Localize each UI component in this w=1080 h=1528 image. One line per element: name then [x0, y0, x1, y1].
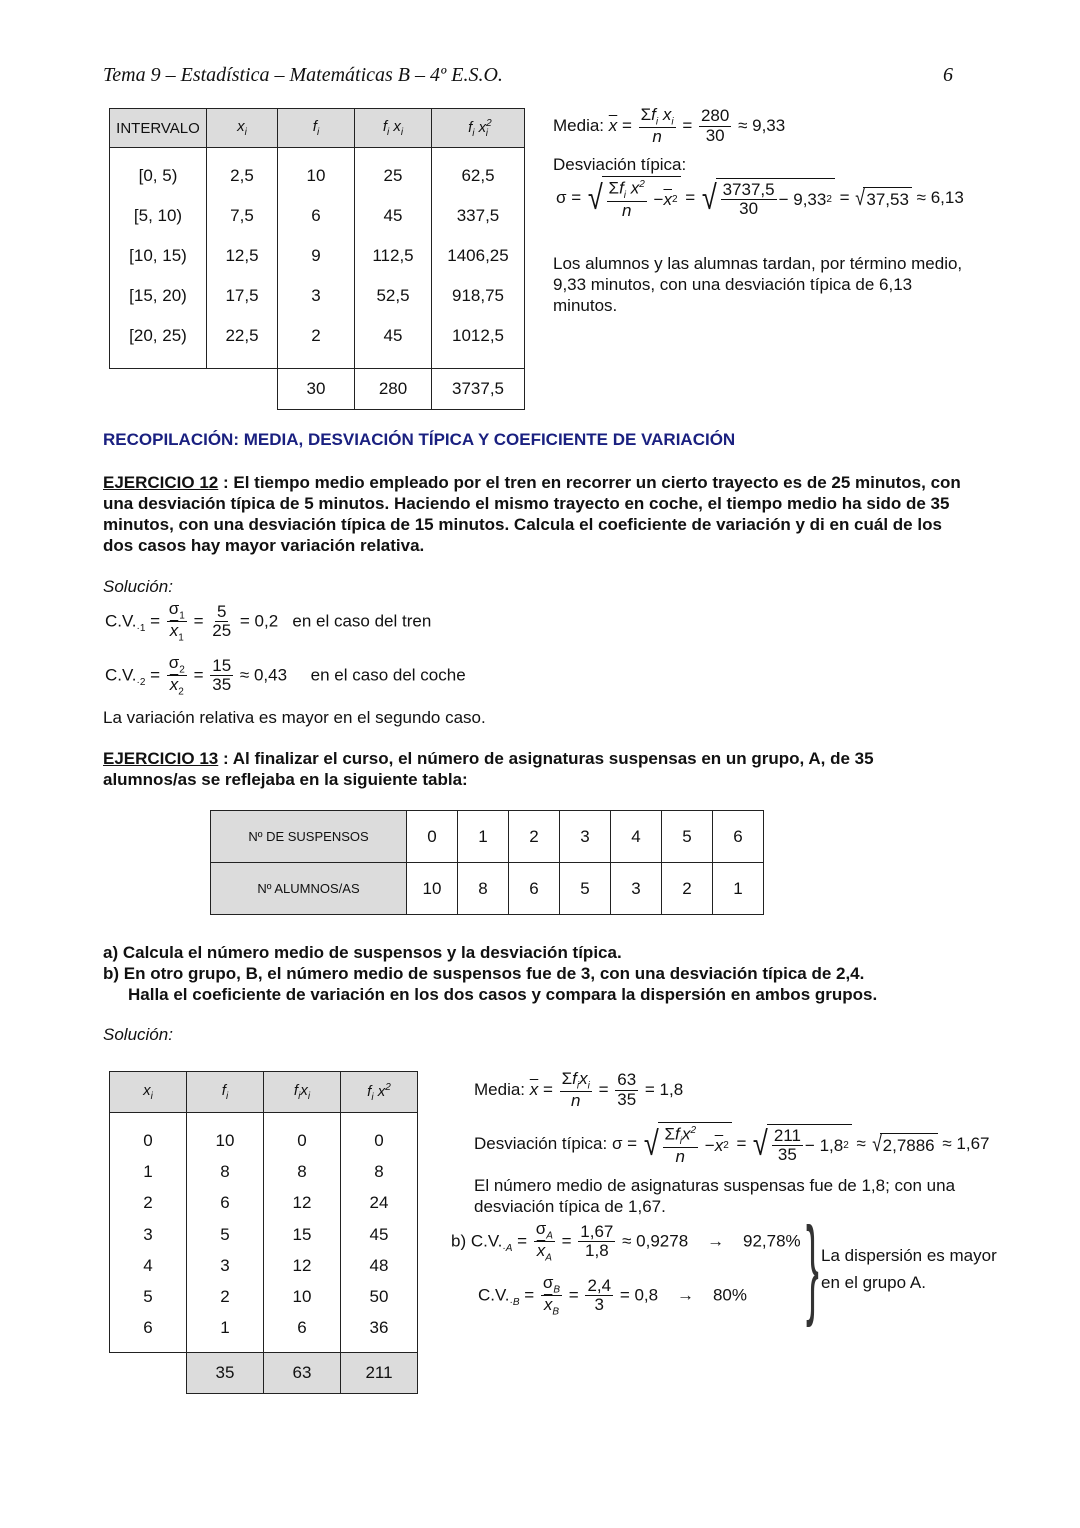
cell: 6 — [110, 1313, 187, 1353]
cell: 17,5 — [207, 276, 278, 316]
cell: 5 — [110, 1281, 187, 1312]
cell: 22,5 — [207, 316, 278, 369]
cell: 3 — [187, 1250, 264, 1281]
exercise-12-label: EJERCICIO 12 — [103, 473, 219, 492]
cell: 2 — [278, 316, 355, 369]
media-formula-13: Media: $\overline{x}$ = $\frac{\Sigma f_ix_i}{n}$ = $\frac{63}{35}$ = 1,8 — [474, 1069, 684, 1111]
cell: 2 — [110, 1188, 187, 1219]
page-header — [103, 64, 953, 87]
exercise-13-label: EJERCICIO 13 — [103, 749, 219, 768]
cell: 2 — [509, 811, 560, 863]
table-row — [110, 1281, 418, 1312]
table-row — [110, 1313, 418, 1353]
cell: 5 — [560, 863, 611, 915]
col-fixi: $f_i$ $x_i$ — [355, 109, 432, 148]
cell: 6 — [264, 1313, 341, 1353]
cell: 1 — [713, 863, 764, 915]
row-label: Nº DE SUSPENSOS — [211, 811, 407, 863]
frequency-table-suspensos — [109, 1071, 418, 1394]
cell: 12,5 — [207, 236, 278, 276]
cell: 1406,25 — [432, 236, 525, 276]
section-heading: RECOPILACIÓN: MEDIA, DESVIACIÓN TÍPICA Y COEFICIENTE DE VARIACIÓN — [103, 430, 736, 449]
cell: 3 — [110, 1219, 187, 1250]
cell: [5, 10) — [110, 196, 207, 236]
col-fixi2: $f_i$ $x^2$ — [341, 1072, 418, 1113]
cell: 4 — [110, 1250, 187, 1281]
exercise-12-solution-label: Solución: — [103, 577, 173, 596]
cell: 1 — [458, 811, 509, 863]
cell: 0 — [341, 1113, 418, 1157]
col-xi: $x_i$ — [207, 109, 278, 148]
cell: 45 — [355, 196, 432, 236]
suspensos-table — [210, 810, 764, 915]
table-row — [110, 276, 525, 316]
table-row — [110, 148, 525, 197]
table-row — [110, 1188, 418, 1219]
desviacion-label: Desviación típica: — [553, 155, 687, 174]
cell: 8 — [341, 1156, 418, 1187]
frequency-table-intervals — [109, 108, 525, 410]
cell: 3 — [278, 276, 355, 316]
cell: 5 — [187, 1219, 264, 1250]
table-row — [110, 196, 525, 236]
total-cell: 280 — [355, 369, 432, 410]
cell: [20, 25) — [110, 316, 207, 369]
cell: 0 — [264, 1113, 341, 1157]
cell: 337,5 — [432, 196, 525, 236]
table-row — [110, 316, 525, 369]
exercise-13-statement: EJERCICIO 13 : Al finalizar el curso, el número de asignaturas suspensas en un grupo, A, de 35 alumnos/as se reflejaba en la siguiente tabla: — [103, 749, 874, 789]
cell: 2,5 — [207, 148, 278, 197]
cell: 10 — [278, 148, 355, 197]
exercise-12-statement: EJERCICIO 12 : El tiempo medio empleado por el tren en recorrer un cierto trayecto es de 25 minutos, con una desviación típica de 5 minutos. Haciendo el mismo trayecto en coche, el tiempo medio ha sido de 35 minutos, con una desviación típica de 15 minutos. Calcula el coeficiente de variación y di en cuál de los dos casos hay mayor variación relativa. — [103, 473, 961, 555]
table-row-suspensos — [211, 811, 764, 863]
solution1-conclusion: Los alumnos y las alumnas tardan, por término medio, 9,33 minutos, con una desviación típica de 6,13 minutos. — [553, 254, 963, 315]
exercise-13-item-b: b) En otro grupo, B, el número medio de suspensos fue de 3, con una desviación típica de 2,4. Halla el coeficiente de variación en los dos casos y compara la dispersión en ambos grupos. — [103, 964, 878, 1004]
cell: 8 — [264, 1156, 341, 1187]
cell: 10 — [264, 1281, 341, 1312]
right-brace-icon: } — [806, 1205, 819, 1328]
cell: 50 — [341, 1281, 418, 1312]
table-row — [110, 1156, 418, 1187]
total-cell: 30 — [278, 369, 355, 410]
totals-row — [110, 369, 525, 410]
cvA-formula: b) $C.V._{\cdot A}$ = $\frac{\sigma_A}{\overline{x}_A}$ = $\frac{1,67}{1,8}$ ≈ 0,9278 → 92,78% — [451, 1219, 801, 1264]
cell: [10, 15) — [110, 236, 207, 276]
cell: 25 — [355, 148, 432, 197]
desviacion-formula-13: Desviación típica: σ = √ $\frac{\Sigma f_ix^2}{n}$ − $\overline{x}$ 2 = √ $\frac{211}{35}$ − 1,8 2 ≈ √ 2,7886 ≈ 1,67 — [474, 1122, 990, 1167]
cell: 12 — [264, 1188, 341, 1219]
cell: 2 — [187, 1281, 264, 1312]
cell: 4 — [611, 811, 662, 863]
cell: 1 — [110, 1156, 187, 1187]
totals-row — [110, 1353, 418, 1394]
final-conclusion: La dispersión es mayor en el grupo A. — [821, 1246, 997, 1292]
cell: 6 — [713, 811, 764, 863]
cell: 12 — [264, 1250, 341, 1281]
col-xi: $x_i$ — [110, 1072, 187, 1113]
col-fixi2: $f_i$ $x^2_i$ — [432, 109, 525, 148]
solution13-conclusion: El número medio de asignaturas suspensas fue de 1,8; con una desviación típica de 1,67. — [474, 1176, 956, 1216]
cell: 1 — [187, 1313, 264, 1353]
cell: 45 — [355, 316, 432, 369]
total-cell: 3737,5 — [432, 369, 525, 410]
cell: 62,5 — [432, 148, 525, 197]
exercise-12-conclusion: La variación relativa es mayor en el segundo caso. — [103, 708, 486, 727]
cell: 0 — [407, 811, 458, 863]
table-row-alumnos — [211, 863, 764, 915]
cell: [15, 20) — [110, 276, 207, 316]
col-fi: $f_i$ — [278, 109, 355, 148]
table-row — [110, 1113, 418, 1157]
cell: 6 — [187, 1188, 264, 1219]
cell: 48 — [341, 1250, 418, 1281]
cell: 10 — [187, 1113, 264, 1157]
cell: [0, 5) — [110, 148, 207, 197]
cell: 45 — [341, 1219, 418, 1250]
cell: 2 — [662, 863, 713, 915]
exercise-13-item-a: a) Calcula el número medio de suspensos y la desviación típica. — [103, 943, 622, 962]
media-formula: Media: $\overline{x}$ = $\frac{\Sigma f_i x_i}{n}$ = $\frac{280}{30}$ ≈ 9,33 — [553, 105, 786, 147]
cell: 3 — [611, 863, 662, 915]
table-header-row — [110, 109, 525, 148]
cell: 8 — [458, 863, 509, 915]
table-row — [110, 236, 525, 276]
cell: 52,5 — [355, 276, 432, 316]
cell: 3 — [560, 811, 611, 863]
cell: 10 — [407, 863, 458, 915]
cell: 9 — [278, 236, 355, 276]
cell: 5 — [662, 811, 713, 863]
cell: 112,5 — [355, 236, 432, 276]
cv1-formula: $C.V._{\cdot 1}$ = $\frac{\sigma_1}{\overline{x}_1}$ = $\frac{5}{25}$ = 0,2 en el caso del tren — [105, 599, 432, 644]
col-fixi: $f_ix_i$ — [264, 1072, 341, 1113]
cell: 918,75 — [432, 276, 525, 316]
total-cell: 35 — [187, 1353, 264, 1394]
exercise-13-solution-label: Solución: — [103, 1025, 173, 1044]
page-number: 6 — [943, 64, 953, 86]
total-cell: 211 — [341, 1353, 418, 1394]
cell: 24 — [341, 1188, 418, 1219]
row-label: Nº ALUMNOS/AS — [211, 863, 407, 915]
table-row — [110, 1219, 418, 1250]
cell: 8 — [187, 1156, 264, 1187]
cell: 6 — [509, 863, 560, 915]
cell: 0 — [110, 1113, 187, 1157]
cell: 1012,5 — [432, 316, 525, 369]
table-row — [110, 1250, 418, 1281]
col-fi: $f_i$ — [187, 1072, 264, 1113]
cell: 15 — [264, 1219, 341, 1250]
table-header-row — [110, 1072, 418, 1113]
header-title: Tema 9 – Estadística – Matemáticas B – 4º E.S.O. — [103, 64, 503, 86]
cell: 36 — [341, 1313, 418, 1353]
cell: 6 — [278, 196, 355, 236]
cv2-formula: $C.V._{\cdot 2}$ = $\frac{\sigma_2}{\overline{x}_2}$ = $\frac{15}{35}$ ≈ 0,43 en el caso del coche — [105, 653, 466, 698]
cell: 7,5 — [207, 196, 278, 236]
col-intervalo: INTERVALO — [110, 109, 207, 148]
total-cell: 63 — [264, 1353, 341, 1394]
cvB-formula: $C.V._{\cdot B}$ = $\frac{\sigma_B}{\overline{x}_B}$ = $\frac{2,4}{3}$ = 0,8 → 80% — [478, 1273, 747, 1318]
desviacion-formula: σ = √ $\frac{\Sigma f_i x^2}{n}$ − $\overline{x}$ 2 = √ $\frac{3737,5}{30}$ − 9,33 2 = √ 37,53 ≈ 6,13 — [556, 176, 964, 221]
